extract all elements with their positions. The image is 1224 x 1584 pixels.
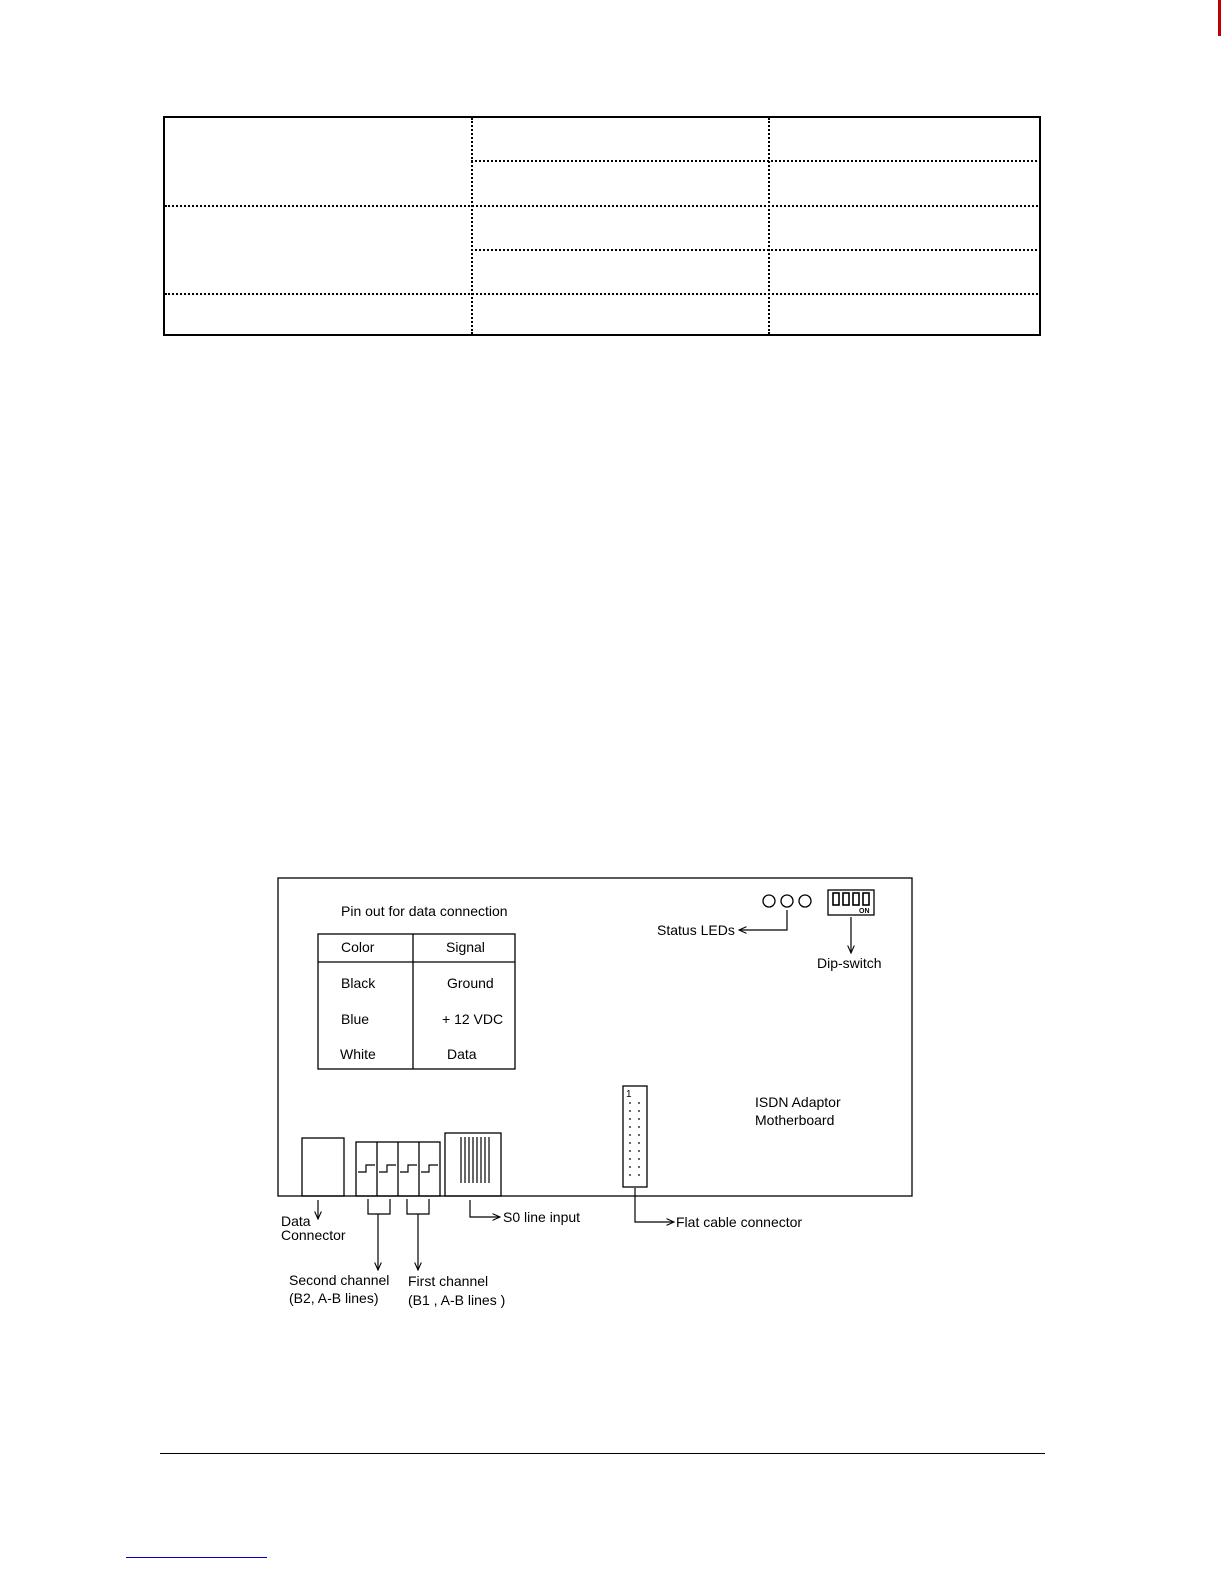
second-channel-label-line1: Second channel — [289, 1272, 390, 1288]
flat-pin — [629, 1150, 631, 1152]
footer-link-underline — [126, 1557, 267, 1558]
second-channel-label-line2: (B2, A-B lines) — [289, 1290, 379, 1306]
flat-pin — [629, 1110, 631, 1112]
dip-switch — [828, 890, 874, 915]
pinout-cell: White — [340, 1046, 376, 1062]
footer-rule — [160, 1453, 1045, 1454]
flat-cable-connector — [623, 1086, 647, 1187]
pinout-header-color: Color — [341, 939, 375, 955]
pinout-header-signal: Signal — [446, 939, 485, 955]
pinout-cell: Ground — [447, 975, 494, 991]
board-outline — [278, 878, 912, 1196]
led-icon — [763, 895, 775, 907]
table-col-divider-2 — [768, 118, 770, 334]
flat-pin-label: 1 — [626, 1089, 632, 1100]
flat-pin — [629, 1126, 631, 1128]
flat-pin — [629, 1174, 631, 1176]
flat-pin — [638, 1150, 640, 1152]
flat-pin — [638, 1110, 640, 1112]
flat-cable-arrow — [635, 1188, 674, 1222]
pinout-cell: Data — [447, 1046, 477, 1062]
dip-on-label: ON — [859, 908, 870, 915]
flat-pin — [638, 1166, 640, 1168]
table-row-divider — [471, 249, 1041, 251]
flat-pin — [638, 1158, 640, 1160]
s0-label: S0 line input — [503, 1209, 581, 1225]
flat-pin — [629, 1118, 631, 1120]
flat-pin — [629, 1102, 631, 1104]
first-channel-label-line2: (B1 , A-B lines ) — [408, 1292, 506, 1308]
first-channel-label-line1: First channel — [408, 1273, 489, 1289]
channel-terminal-blocks — [356, 1142, 440, 1196]
isdn-board-diagram — [0, 860, 1224, 1340]
second-channel-bracket — [368, 1199, 390, 1214]
board-label-line1: ISDN Adaptor — [755, 1094, 841, 1110]
s0-arrow — [470, 1200, 500, 1217]
flat-pin — [638, 1142, 640, 1144]
flat-pin — [638, 1126, 640, 1128]
s0-connector — [445, 1133, 501, 1196]
flat-pin — [629, 1134, 631, 1136]
flat-pin — [629, 1166, 631, 1168]
flat-pin — [638, 1102, 640, 1104]
pinout-cell: Black — [341, 975, 376, 991]
flat-pin — [629, 1158, 631, 1160]
right-edge-mark — [1218, 0, 1221, 36]
data-connector-label-line1: Data — [281, 1213, 311, 1229]
led-icon — [781, 895, 793, 907]
data-connector — [302, 1138, 344, 1196]
table-row-divider — [165, 205, 1041, 207]
led-icon — [799, 895, 811, 907]
pinout-title: Pin out for data connection — [341, 903, 508, 919]
data-connector-label-line2: Connector — [281, 1227, 346, 1243]
pinout-cell: + 12 VDC — [442, 1011, 504, 1027]
flat-cable-label: Flat cable connector — [676, 1214, 803, 1230]
status-leds — [763, 895, 811, 907]
dip-switch-label: Dip-switch — [817, 955, 882, 971]
flat-pin — [629, 1142, 631, 1144]
empty-table — [163, 116, 1041, 336]
flat-pin — [638, 1174, 640, 1176]
flat-pin — [638, 1134, 640, 1136]
table-row-divider — [165, 293, 1041, 295]
status-leds-arrow — [739, 910, 787, 930]
first-channel-bracket — [407, 1199, 429, 1214]
pinout-cell: Blue — [341, 1011, 370, 1027]
flat-pin — [638, 1118, 640, 1120]
board-label-line2: Motherboard — [755, 1112, 835, 1128]
table-col-divider-1 — [471, 118, 473, 334]
status-leds-label: Status LEDs — [657, 922, 735, 938]
table-row-divider — [471, 160, 1041, 162]
pinout-table — [318, 934, 515, 1069]
